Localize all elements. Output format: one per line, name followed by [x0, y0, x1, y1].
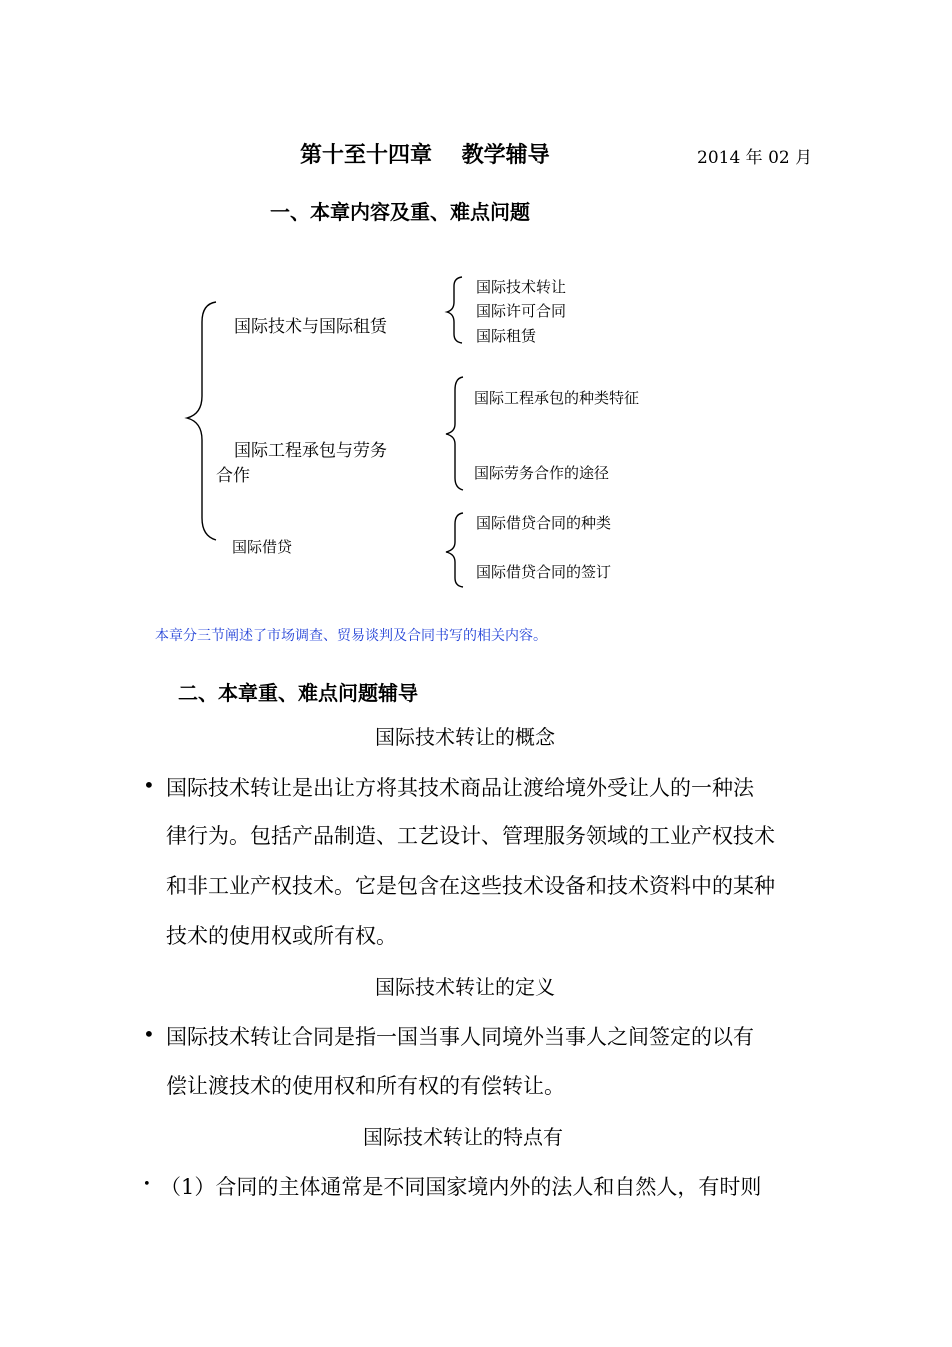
- group2-item: 国际工程承包的种类特征: [474, 389, 640, 407]
- body-line: 和非工业产权技术。它是包含在这些技术设备和技术资料中的某种: [166, 874, 775, 898]
- block-subtitle: 国际技术转让的概念: [375, 725, 555, 749]
- page-title: 第十至十四章 教学辅导: [300, 142, 550, 168]
- body-line: 国际技术转让合同是指一国当事人同境外当事人之间签定的以有: [166, 1025, 754, 1049]
- body-line: 技术的使用权或所有权。: [166, 924, 397, 948]
- section-heading-2: 二、本章重、难点问题辅导: [178, 681, 418, 705]
- block-subtitle: 国际技术转让的特点有: [363, 1125, 563, 1149]
- group1-item: 国际租赁: [476, 327, 537, 345]
- body-line: 国际技术转让是出让方将其技术商品让渡给境外受让人的一种法: [166, 776, 754, 800]
- group1-item: 国际许可合同: [476, 302, 567, 320]
- group3-item: 国际借贷合同的种类: [476, 514, 612, 532]
- group2-item: 国际劳务合作的途径: [474, 464, 610, 482]
- body-line: 偿让渡技术的使用权和所有权的有偿转让。: [166, 1074, 565, 1098]
- date-label: 2014 年 02 月: [697, 148, 813, 168]
- group3-brace: [446, 513, 463, 587]
- body-line: 律行为。包括产品制造、工艺设计、管理服务领域的工业产权技术: [166, 824, 775, 848]
- block-subtitle: 国际技术转让的定义: [375, 975, 555, 999]
- group2-brace: [446, 377, 463, 490]
- group2-label-line2: 合作: [216, 466, 250, 486]
- group3-item: 国际借贷合同的签订: [476, 563, 612, 581]
- group3-label: 国际借贷: [232, 538, 293, 556]
- main-brace: [187, 302, 216, 540]
- chapter-note: 本章分三节阐述了市场调查、贸易谈判及合同书写的相关内容。: [155, 628, 547, 644]
- group1-brace: [447, 277, 462, 343]
- group1-item: 国际技术转让: [476, 278, 567, 296]
- body-line: （1）合同的主体通常是不同国家境内外的法人和自然人，有时则: [160, 1175, 762, 1199]
- bullet-dot: •: [143, 1022, 155, 1046]
- group2-label-line1: 国际工程承包与劳务: [234, 441, 387, 461]
- bullet-dot: •: [143, 773, 155, 797]
- section-heading-1: 一、本章内容及重、难点问题: [270, 200, 530, 224]
- group1-label: 国际技术与国际租赁: [234, 317, 387, 337]
- bullet-dot: •: [143, 1177, 151, 1192]
